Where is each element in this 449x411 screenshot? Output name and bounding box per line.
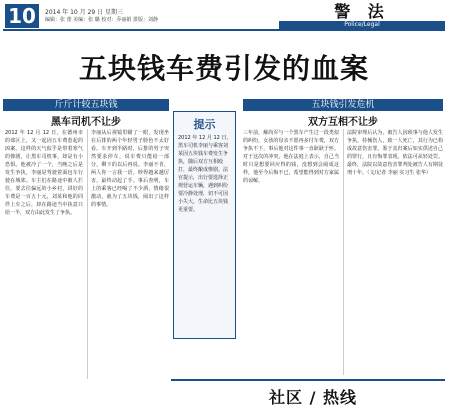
- left-column-2: 李丽从后视镜里瞄了一眼，发现坐在后排的两个年轻男子脸色不太好看。车开到半路时，后排的男子突然要求停车，说车费只能给一部分，剩下的以后再说。李丽不肯，两人你一言我一语，吵得越来越厉害，最终动起了手。事后查明，车上的乘客已经喝了不少酒，情绪很激动，就为了五块钱，闹出了这样的事情。: [91, 130, 169, 208]
- left-column-1: 2012 年 12 月 12 日，在德州市的郊区上，又一起因五车费惹起的凶案。这样的天气似乎是带着寒气的惨剧，让黑车司机事，却是有小恐惧。他被冷了一个，当晚之后是发生争执，李丽是驾驶着面包车行驶在城郊。车主们在路途中被人拦住，要去往偏远的小乡村，讲好的车费是一百五十元，刘某和他的同伴上车之后，却在路途当中执意只给一半，双方由此发生了争执。: [5, 130, 83, 216]
- next-section-banner: [171, 379, 445, 407]
- section-english: Police/Legal: [279, 21, 445, 29]
- banner-title: 社区 / 热线: [269, 388, 357, 407]
- main-headline: 五块钱车费引发的血案: [78, 52, 369, 85]
- tip-label: 提示: [193, 118, 216, 131]
- column-divider: [87, 129, 88, 379]
- right-kicker: 五块钱引发危机: [243, 99, 443, 111]
- right-column-1: 三年前，解尚军与一个黑车产生过一段类似的纠纷，女孩的母亲不愿再多付车费，双方争执不下，事后他对这件事一直耿耿于怀。对于这次的冲突，他在法庭上表示，自己当时只是想要回应得的钱，没想到会闹成这样，他至今后悔不已，希望能得到对方家属的谅解。: [243, 130, 339, 184]
- page-number: 10: [5, 4, 39, 28]
- tip-box: [173, 111, 236, 339]
- column-divider: [343, 129, 344, 375]
- right-subtitle: 双方互相不让步: [308, 117, 378, 128]
- newspaper-page: [3, 3, 445, 407]
- section-title: 警 法: [334, 3, 390, 21]
- page-header: [3, 3, 445, 31]
- tip-text: 2012 年 12 月 12 日，黑车司机李丽与乘客刘某因五块钱车费发生争执，随后双方互相殴打，最终酿成惨剧。法官提示，出行要选择正规营运车辆，遇到纠纷要冷静处理，切不可因小失大，生命比五块钱更重要。: [178, 135, 232, 213]
- right-column-2: 法院审理后认为，被告人因琐事与他人发生争执，持械伤人，致一人死亡，其行为已构成故意伤害罪。鉴于其归案后如实供述自己的罪行，且有悔罪表现，依法可从轻处罚。最终，法院以故意伤害罪判处被告人有期徒刑十年。（文/记者 李丽 实习生 张华）: [347, 130, 443, 176]
- staff-credits: 编辑：张 蕾 美编：张 璐 校对：乔丽娟 排版：刘静: [45, 17, 158, 23]
- dateline: 2014 年 10 月 29 日 星期三: [45, 9, 123, 16]
- left-subtitle: 黑车司机不让步: [51, 117, 121, 128]
- left-kicker: 斤斤计较五块钱: [3, 99, 169, 111]
